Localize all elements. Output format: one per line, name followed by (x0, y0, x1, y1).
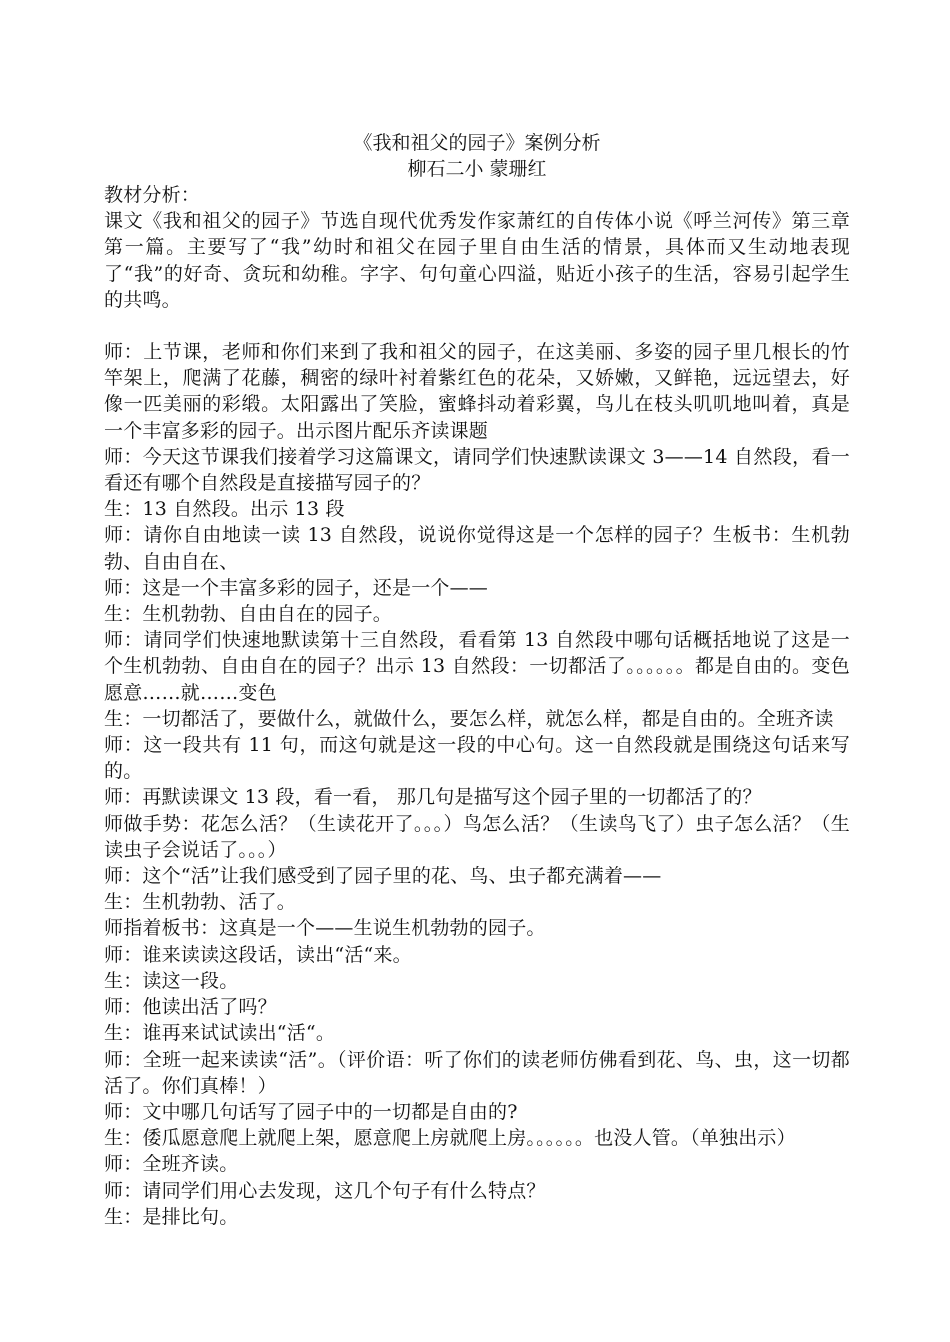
dialogue-line: 生：谁再来试试读出“活“。 (104, 1022, 336, 1045)
dialogue-line: 师做手势：花怎么活？（生读花开了。。。）鸟怎么活？（生读鸟飞了）虫子怎么活？（生读虫子会说话了。。。） (104, 812, 850, 861)
dialogue-line: 师：这是一个丰富多彩的园子，还是一个—— (104, 576, 489, 599)
dialogue-line: 师：再默读课文 13 段，看一看， 那几句是描写这个园子里的一切都活了的？ (104, 786, 762, 809)
dialogue-line: 生：生机勃勃、活了。 (104, 891, 297, 914)
document-title: 《我和祖父的园子》案例分析 (353, 132, 601, 154)
dialogue-line: 师：全班齐读。 (104, 1153, 239, 1176)
dialogue-line: 师：请同学们快速地默读第十三自然段，看看第 13 自然段中哪句话概括地说了这是一个生机勃勃、自由自在的园子？出示 13 自然段：一切都活了。。。。。。都是自由的。变色 愿意……就……变色 (104, 629, 850, 704)
dialogue-line: 师：今天这节课我们接着学习这篇课文，请同学们快速默读课文 3——14 自然段，看一看还有哪个自然段是直接描写园子的？ (104, 445, 850, 495)
document-author: 柳石二小 蒙珊红 (407, 158, 547, 180)
dialogue-line: 生：13 自然段。出示 13 段 (104, 498, 345, 521)
dialogue-line: 师：请你自由地读一读 13 自然段，说说你觉得这是一个怎样的园子？生板书：生机勃勃、自由自在、 (104, 524, 850, 573)
dialogue-line: 生：是排比句。 (104, 1205, 239, 1228)
dialogue-line: 师：文中哪几句话写了园子中的一切都是自由的? (104, 1100, 518, 1123)
dialogue-line: 生：生机勃勃、自由自在的园子。 (104, 603, 393, 626)
dialogue-line: 师：谁来读读这段话，读出“活“来。 (104, 943, 412, 966)
dialogue-line: 师：他读出活了吗？ (104, 996, 277, 1019)
dialogue-line: 师：这个“活”让我们感受到了园子里的花、鸟、虫子都充满着—— (104, 865, 662, 888)
paragraph-gap (104, 313, 850, 339)
document-page (104, 130, 850, 1230)
dialogue-line: 师：上节课，老师和你们来到了我和祖父的园子，在这美丽、多姿的园子里几根长的竹竿架上，爬满了花藤，稠密的绿叶衬着紫红色的花朵，又娇嫩，又鲜艳，远远望去，好像一匹美丽的彩缎。太阳露出了笑脸，蜜蜂抖动着彩翼，鸟儿在枝头叽叽地叫着，真是一个丰富多彩的园子。出示图片配乐齐读课题 (104, 341, 850, 442)
dialogue-line: 生：一切都活了，要做什么，就做什么，要怎么样，就怎么样，都是自由的。全班齐读 (104, 707, 834, 730)
section-heading: 教材分析： (104, 184, 201, 206)
intro-paragraph: 课文《我和祖父的园子》节选自现代优秀发作家萧红的自传体小说《呼兰河传》第三章第一篇。主要写了“我”幼时和祖父在园子里自由生活的情景，具体而又生动地表现了“我”的好奇、贪玩和幼稚。字字、句句童心四溢，贴近小孩子的生活，容易引起学生的共鸣。 (104, 210, 850, 311)
dialogue-line: 师：全班一起来读读“活”。（评价语：听了你们的读老师仿佛看到花、鸟、虫，这一切都活了。你们真棒！） (104, 1048, 850, 1097)
dialogue-line: 生：读这一段。 (104, 969, 239, 992)
dialogue-line: 生：倭瓜愿意爬上就爬上架，愿意爬上房就爬上房。。。。。。也没人管。（单独出示） (104, 1127, 796, 1150)
dialogue-line: 师：这一段共有 11 句，而这句就是这一段的中心句。这一自然段就是围绕这句话来写的。 (104, 734, 850, 783)
dialogue-line: 师指着板书：这真是一个——生说生机勃勃的园子。 (104, 917, 546, 940)
dialogue-line: 师：请同学们用心去发现，这几个句子有什么特点？ (104, 1179, 546, 1202)
